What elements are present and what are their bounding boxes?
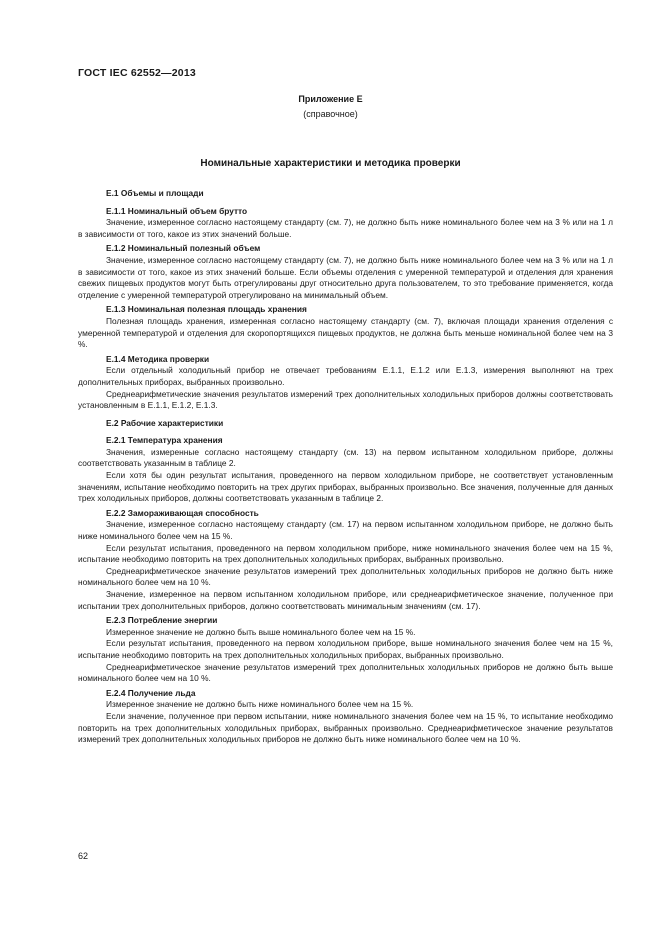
section-heading-e2: Е.2 Рабочие характеристики [106,417,224,428]
paragraph: Значения, измеренные согласно настоящему стандарту (см. 13) на первом испытанном холодильном приборе, должны соответствовать указанным в таблице 2. [78,446,613,469]
paragraph: Полезная площадь хранения, измеренная согласно настоящему стандарту (см. 7), включая площади хранения отделения с умеренной температурой и отделения для скоропортящихся пищевых продуктов, не должна быть меньше номинальной более чем на 3 %. [78,315,613,350]
paragraph: Если отдельный холодильный прибор не отвечает требованиям Е.1.1, Е.1.2 или Е.1.3, измерения выполняют на трех дополнительных приборах, выбранных произвольно. [78,365,613,387]
subsection-heading-e2-4: Е.2.4 Получение льда [106,687,196,698]
paragraph: Измеренное значение не должно быть выше номинального более чем на 15 %. [106,626,416,637]
paragraph: Среднеарифметическое значение результатов измерений трех дополнительных холодильных приборов не должно быть выше номинального более чем на 10 %. [78,661,613,684]
paragraph: Значение, измеренное согласно настоящему стандарту (см. 7), не должно быть ниже номинального более чем на 3 % или на 1 л в зависимости от того, какое из этих значений больше. [78,217,613,239]
paragraph: Среднеарифметические значения результатов измерений трех дополнительных холодильных приборов должны соответствовать установленным в Е.1.1, Е.1.2, Е.1.3. [78,388,613,411]
subsection-heading-e1-2: Е.1.2 Номинальный полезный объем [106,243,261,254]
paragraph: Измеренное значение не должно быть ниже номинального более чем на 15 %. [106,699,414,710]
paragraph: Если результат испытания, проведенного на первом холодильном приборе, выше номинального значения более чем на 15 %, испытание необходимо повторить на трех дополнительных холодильных приборах, выбранных произвольно. [78,638,613,660]
appendix-title: Номинальные характеристики и методика проверки [200,158,461,169]
document-body [78,184,613,746]
paragraph: Значение, измеренное согласно настоящему стандарту (см. 7), не должно быть ниже номинального более чем на 3 % или на 1 л в зависимости от того, какое из этих значений больше. Если объемы отделения с умеренной температурой и отделения для хранения свежих пищевых продуктов могут быть отрегулированы друг относительно друга пользователем, то это требование применяется, когда отделение с умеренной температурой отрегулировано на минимальный объем. [78,254,613,300]
subsection-heading-e2-1: Е.2.1 Температура хранения [106,435,223,446]
appendix-type: (справочное) [303,109,358,119]
paragraph: Среднеарифметическое значение результатов измерений трех дополнительных холодильных приборов не должно быть ниже номинального более чем на 10 %. [78,565,613,588]
paragraph: Если результат испытания, проведенного на первом холодильном приборе, ниже номинального значения более чем на 15 %, испытание необходимо повторить на трех дополнительных холодильных приборах, выбранных произвольно. [78,542,613,565]
subsection-heading-e2-3: Е.2.3 Потребление энергии [106,615,218,626]
section-heading-e1: Е.1 Объемы и площади [106,188,204,198]
paragraph: Если значение, полученное при первом испытании, ниже номинального значения более чем на 15 %, то испытание необходимо повторить на трех дополнительных холодильных приборах, выбранных произвольно. Среднеарифметическое значение результатов измерений трех дополнительных холодильных приборов не должно быть ниже номинального более чем на 10 %. [78,710,613,745]
subsection-heading-e1-3: Е.1.3 Номинальная полезная площадь хранения [106,304,307,315]
paragraph: Значение, измеренное на первом испытанном холодильном приборе, или среднеарифметическое значение, полученное при испытании трех дополнительных приборов, должно соответствовать минимальным значениям (см. 17). [78,589,613,611]
subsection-heading-e2-2: Е.2.2 Замораживающая способность [106,507,259,518]
subsection-heading-e1-1: Е.1.1 Номинальный объем брутто [106,205,248,216]
document-code-header: ГОСТ IEC 62552—2013 [78,67,196,79]
paragraph: Значение, измеренное согласно настоящему стандарту (см. 17) на первом испытанном холодильном приборе, не должно быть ниже номинального более чем на 15 %. [78,519,613,542]
paragraph: Если хотя бы один результат испытания, проведенного на первом холодильном приборе, не соответствует установленным значениям, испытание необходимо повторить на трех других приборах, выбранных произвольно. Все значения, полученные для данных трех холодильных приборов, должны соответствовать указанным в таблице 2. [78,470,613,504]
page-number: 62 [78,851,89,861]
subsection-heading-e1-4: Е.1.4 Методика проверки [106,353,210,364]
appendix-label: Приложение Е [298,94,363,104]
